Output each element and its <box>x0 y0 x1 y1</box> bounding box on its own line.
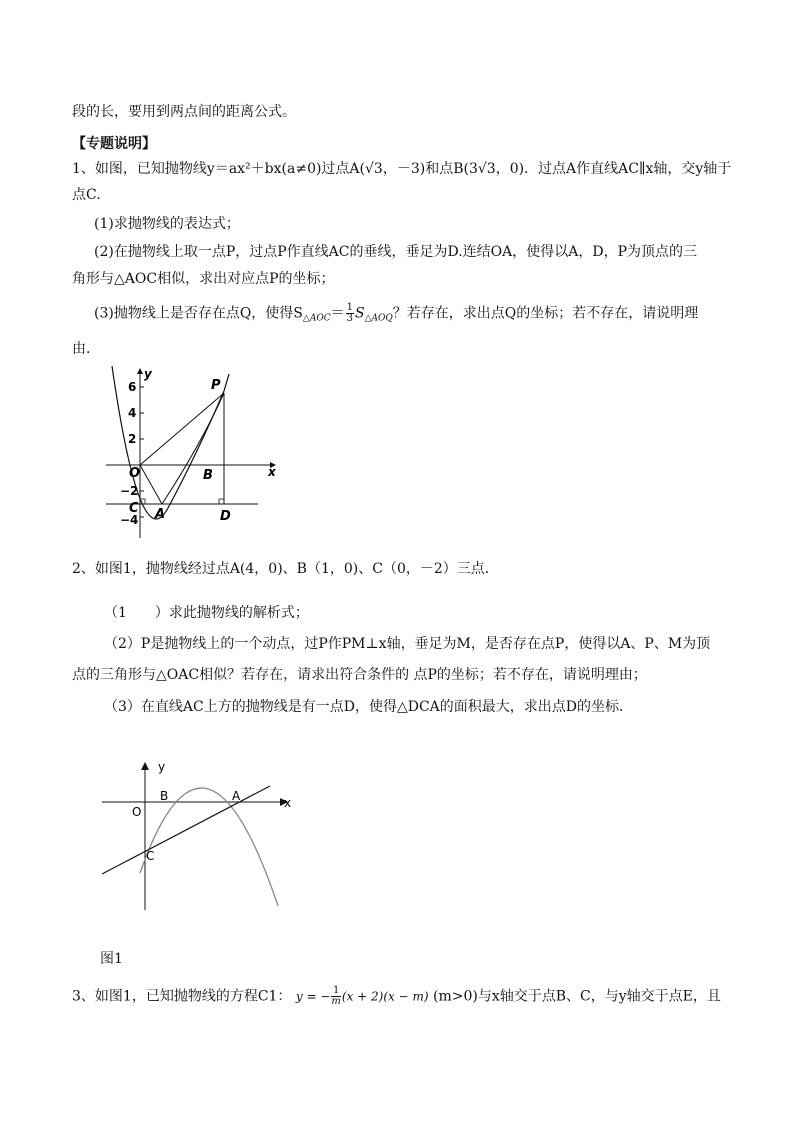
p3-formula-den: m <box>331 996 341 1007</box>
fig1-tick-label-m2: −2 <box>120 484 139 498</box>
problem2-q1: （1 ）求此抛物线的解析式； <box>104 605 309 621</box>
figure1-parabola-graph <box>100 366 280 541</box>
fig1-tick-label-6: 6 <box>128 380 137 394</box>
fig1-tick-label-4: 4 <box>128 406 137 420</box>
fig2-line-ac <box>102 786 270 874</box>
fig1-label-y: y <box>144 367 152 381</box>
q3-post: ？若存在，求出点Q的坐标；若不存在，请说明理 <box>392 305 699 322</box>
fig2-label-b: B <box>160 789 169 803</box>
fig1-label-c: C <box>129 501 139 516</box>
problem2-line1: 2、如图1，抛物线经过点A(4，0)、B（1，0)、C（0，－2）三点． <box>72 561 499 577</box>
problem2-q2-line1: （2）P是抛物线上的一个动点，过P作PM⊥x轴，垂足为M，是否存在点P，使得以A、P、M为顶 <box>104 636 711 652</box>
q3-subscript-aoq: △AOQ <box>364 313 393 324</box>
p3-post: (m>0)与x轴交于点B、C，与y轴交于点E，且 <box>433 988 721 1005</box>
fig1-segment-oa <box>140 465 162 504</box>
q3-subscript-aoc: △AOC <box>302 313 331 324</box>
figure2-parabola-graph <box>100 758 300 913</box>
q3-equals: ＝ <box>330 305 345 322</box>
fig1-label-b: B <box>203 468 213 483</box>
fig2-label-y: y <box>158 760 166 774</box>
q3-frac-num: 1 <box>346 302 353 313</box>
p3-formula-num: 1 <box>332 985 340 996</box>
p3-prefix: 3、如图1，已知抛物线的方程C1： <box>72 988 292 1005</box>
problem1-q2-line1: (2)在抛物线上取一点P，过点P作直线AC的垂线，垂足为D.连结OA，使得以A，D，P为顶点的三 <box>94 244 698 260</box>
fig1-label-x: x <box>268 465 276 479</box>
section-title: 【专题说明】 <box>72 136 156 152</box>
problem2-q3: （3）在直线AC上方的抛物线是有一点D，使得△DCA的面积最大，求出点D的坐标． <box>104 699 633 715</box>
intro-tail-text: 段的长，要用到两点间的距离公式。 <box>72 104 296 120</box>
fig1-segment-ap <box>162 393 224 504</box>
p3-formula-fraction <box>331 986 340 1007</box>
problem1-q1: (1)求抛物线的表达式； <box>94 216 240 232</box>
problem1-q3-line1 <box>94 303 698 328</box>
fig2-label-a: A <box>232 789 241 803</box>
fig1-right-angle-d <box>219 499 224 504</box>
p3-formula-y: y = − <box>295 989 331 1004</box>
fig2-y-arrow <box>141 762 149 770</box>
fig1-segment-op <box>140 393 224 465</box>
q3-fraction <box>346 303 354 324</box>
fig1-tick-label-2: 2 <box>128 432 137 446</box>
fig1-label-a: A <box>155 507 166 522</box>
fig2-label-o: O <box>132 805 142 819</box>
fig1-tick-label-m4: −4 <box>120 513 139 527</box>
problem3-line1 <box>72 986 721 1007</box>
fig1-y-arrow <box>137 368 143 374</box>
q3-prefix: (3)抛物线上是否存在点Q，使得S <box>94 305 303 322</box>
p3-formula-rest: (x + 2)(x − m) <box>341 989 429 1004</box>
problem2-q2-line2: 点的三角形与△OAC相似？若存在，请求出符合条件的 点P的坐标；若不存在，请说明理由； <box>72 667 647 683</box>
problem1-q3-line2: 由． <box>72 341 100 357</box>
q3-frac-den: 3 <box>346 313 353 324</box>
figure2-caption: 图1 <box>100 951 123 967</box>
fig1-label-p: P <box>211 378 221 393</box>
q3-s: S <box>354 305 365 322</box>
fig1-label-o: O <box>129 466 141 481</box>
problem1-line1: 1、如图，已知抛物线y＝ax²＋bx(a≠0)过点A(√3，－3)和点B(3√3，0)．过点A作直线AC∥x轴，交y轴于 <box>72 161 732 177</box>
fig2-label-x: x <box>284 796 292 810</box>
problem1-line2: 点C. <box>72 187 101 203</box>
fig1-label-d: D <box>220 509 231 524</box>
fig2-label-c: C <box>146 849 155 863</box>
problem1-q2-line2: 角形与△AOC相似，求出对应点P的坐标； <box>72 271 335 287</box>
fig2-parabola <box>140 788 278 906</box>
